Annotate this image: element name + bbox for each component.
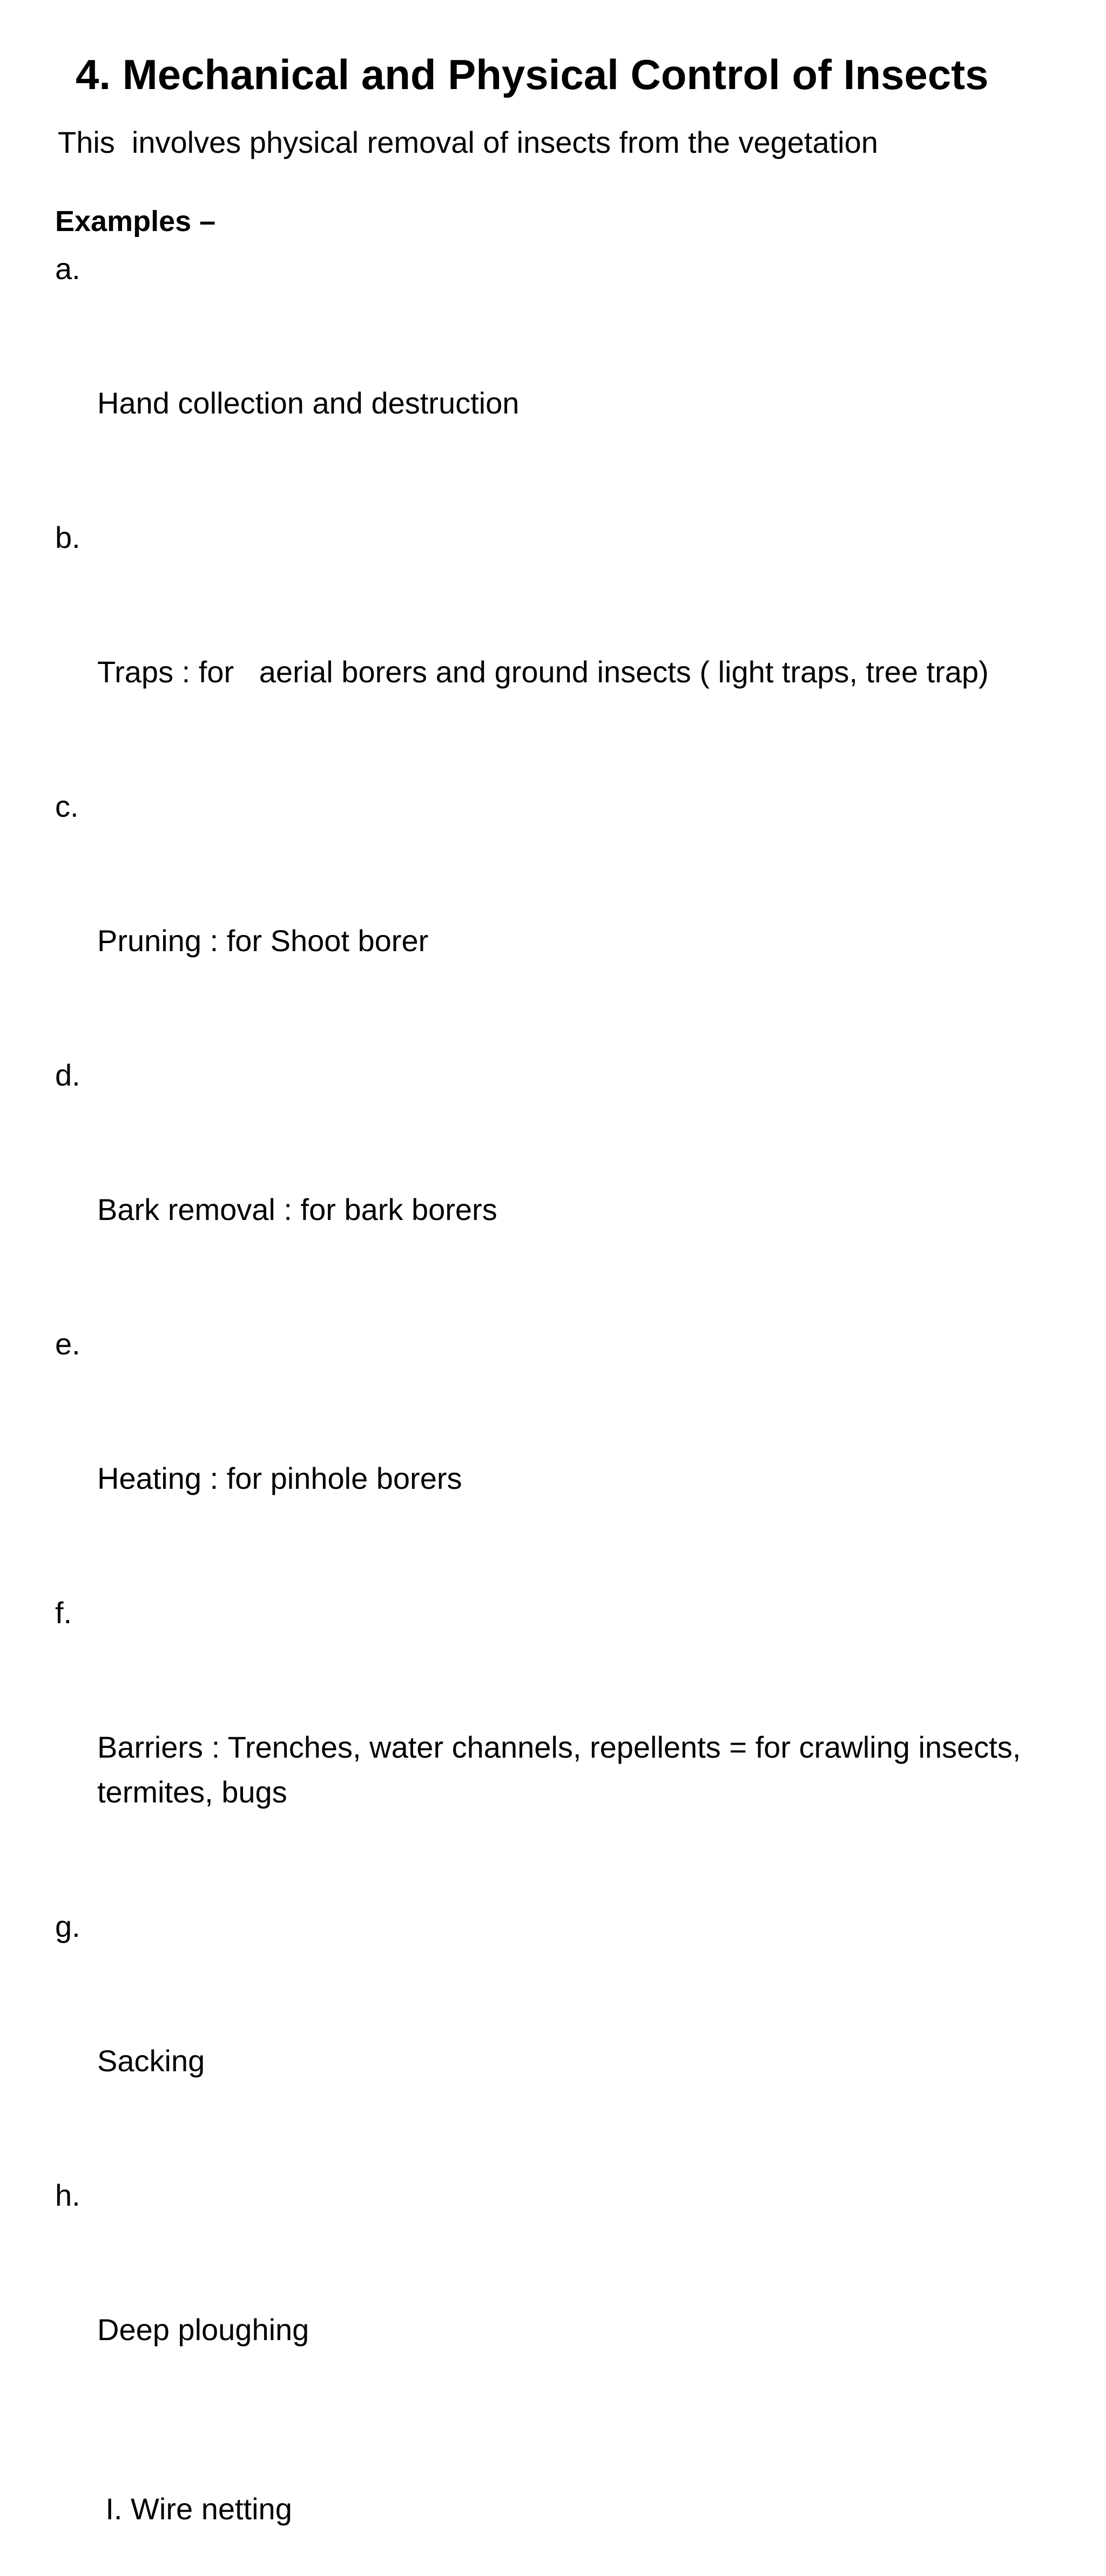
list-item-text: Heating : for pinhole borers [97, 1461, 462, 1495]
list-item-marker: h. [55, 2178, 80, 2212]
list-item-marker: f. [55, 1596, 72, 1630]
list-item-marker: I. [105, 2492, 123, 2526]
slide-title: 4. Mechanical and Physical Control of Insects [76, 51, 989, 98]
list-item-text: Wire netting [131, 2492, 292, 2526]
examples-heading: Examples – [55, 205, 216, 238]
list-item [55, 246, 1049, 515]
list-item [55, 2442, 1049, 2576]
slide-subtitle: This involves physical removal of insects from the vegetation [58, 125, 878, 159]
list-item-marker: g. [55, 1909, 80, 1943]
list-item-text: Bark removal : for bark borers [97, 1192, 497, 1226]
list-item-text: Sacking [97, 2044, 205, 2078]
list-item-text: Pruning : for Shoot borer [97, 924, 429, 958]
list-item [55, 784, 1049, 1053]
list-item-marker: a. [55, 252, 80, 286]
list-item [55, 1321, 1049, 1590]
list-item-marker: c. [55, 789, 79, 823]
list-item [55, 1590, 1049, 1904]
list-item-text: Deep ploughing [97, 2313, 309, 2347]
list-item [55, 1053, 1049, 1321]
examples-list [55, 246, 1049, 2576]
list-item-text: Barriers : Trenches, water channels, repellents = for crawling insects, termites, bugs [97, 1730, 1029, 1809]
list-item-text: Traps : for aerial borers and ground insects ( light traps, tree trap) [97, 655, 989, 689]
list-item-marker: e. [55, 1327, 80, 1361]
list-item [55, 2173, 1049, 2442]
list-item-text: Hand collection and destruction [97, 386, 520, 420]
list-item-marker: d. [55, 1058, 80, 1092]
list-item [55, 1904, 1049, 2173]
list-item [55, 515, 1049, 784]
list-item-marker: b. [55, 520, 80, 554]
